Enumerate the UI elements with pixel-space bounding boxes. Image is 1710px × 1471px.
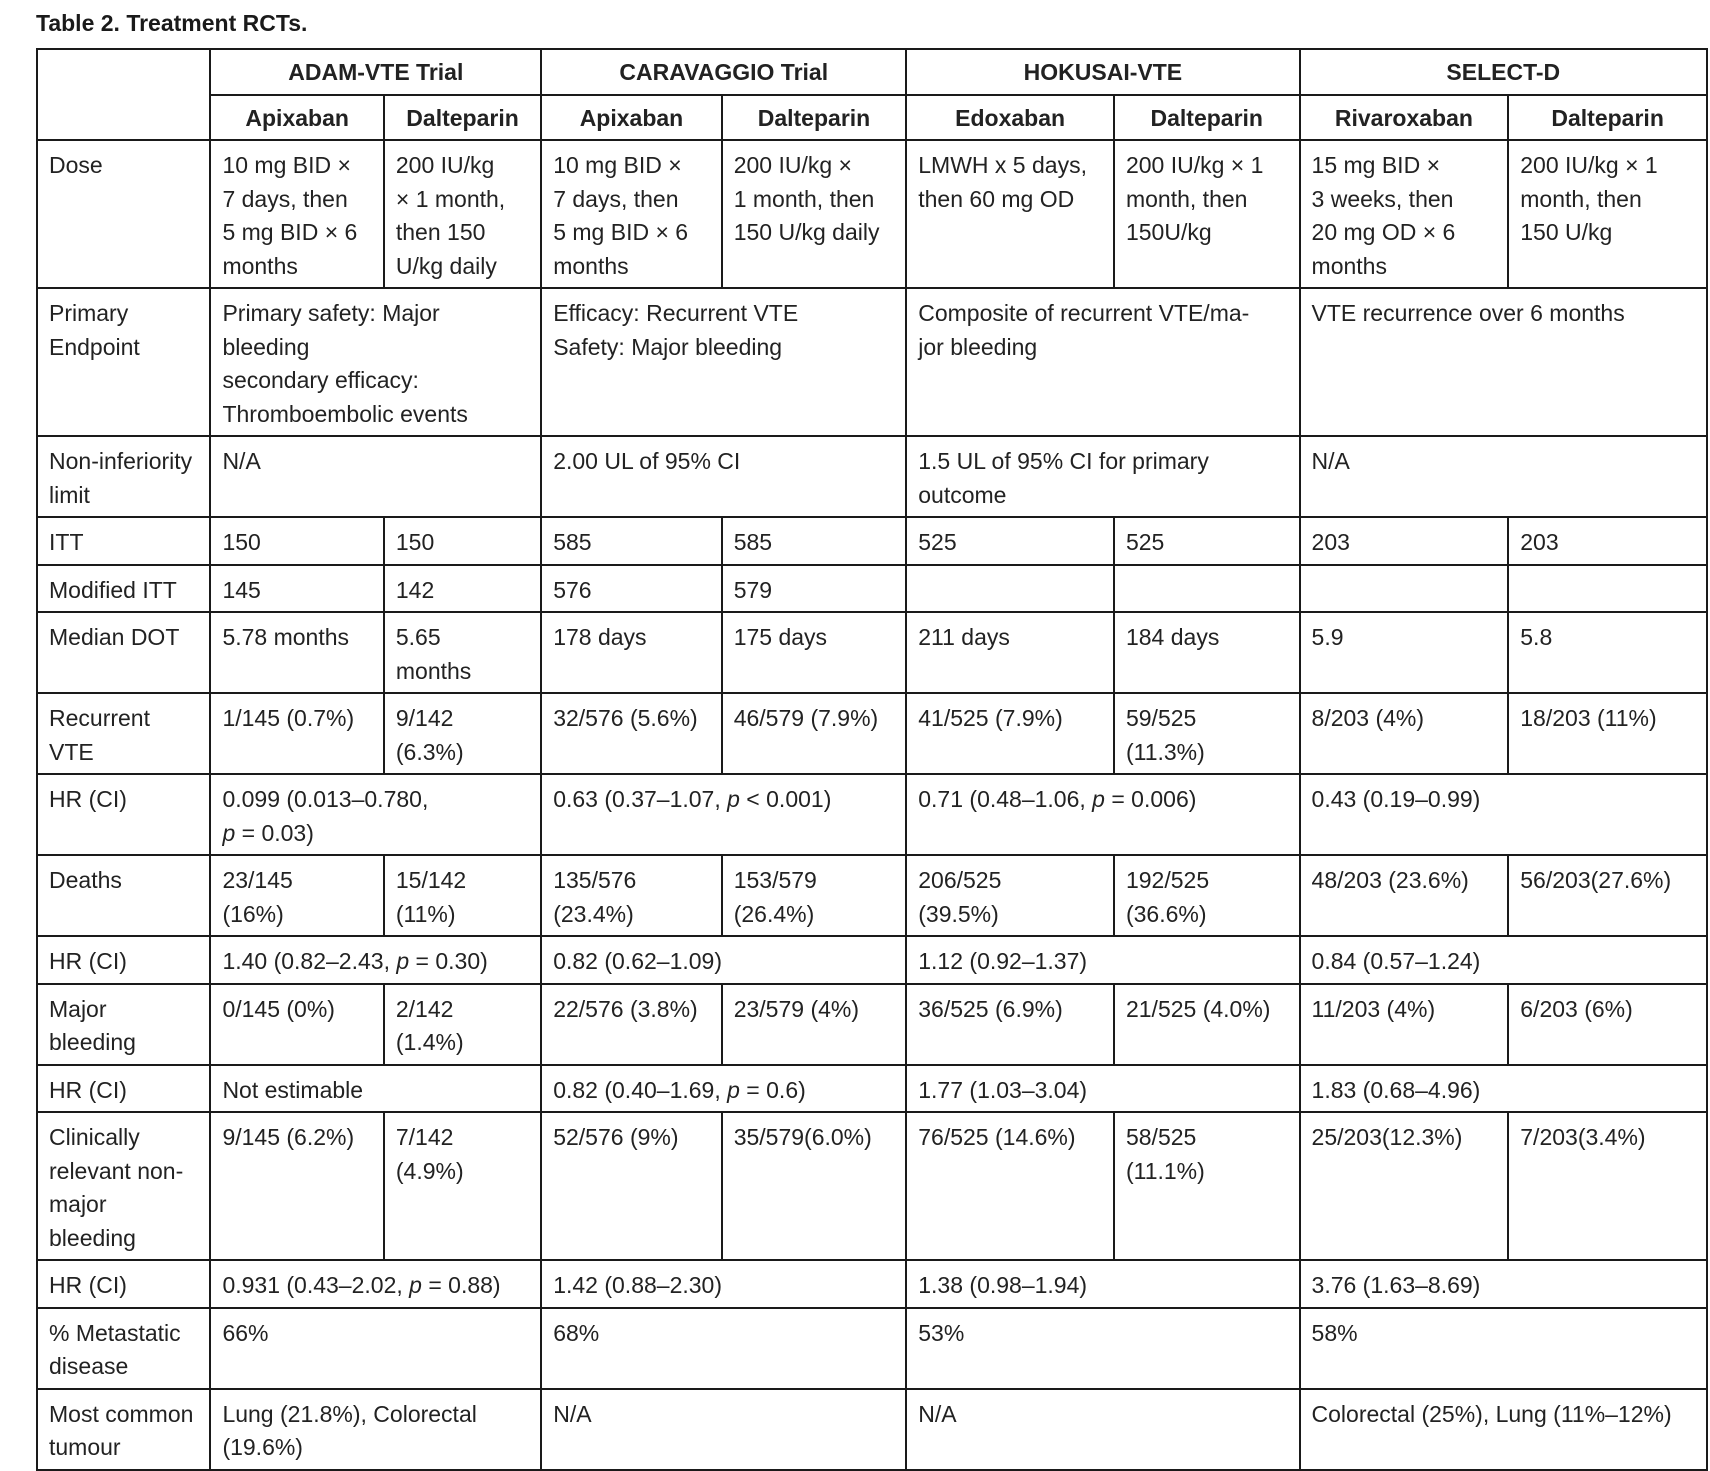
hr-value: 1.83 (0.68–4.96) [1311,1076,1481,1103]
arm-header: Apixaban [541,95,722,141]
arm-header: Edoxaban [906,95,1114,141]
trial-header-row [37,49,1707,95]
arm-header: Dalteparin [1114,95,1300,141]
table-cell: 6/203 (6%) [1508,984,1707,1065]
p-symbol: p [727,1076,740,1103]
hr-value: 1.42 (0.88–2.30) [553,1272,722,1298]
table-cell: 5.65 months [384,612,541,693]
arm-header: Dalteparin [384,95,541,141]
table-row [37,1308,1707,1389]
table-cell: 525 [906,517,1114,565]
row-label: Median DOT [37,612,210,693]
table-cell: 58% [1300,1308,1707,1389]
table-cell: 48/203 (23.6%) [1300,855,1509,936]
table-cell: Lung (21.8%), Colorectal (19.6%) [210,1389,541,1470]
hr-value: 1.12 (0.92–1.37) [918,948,1088,974]
row-label: Modified ITT [37,565,210,613]
table-cell: 178 days [541,612,722,693]
table-row [37,517,1707,565]
table-cell [1300,1065,1707,1113]
p-value: = 0.6) [739,1076,806,1103]
row-label: ITT [37,517,210,565]
table-row [37,565,1707,613]
table-row [37,1065,1707,1113]
table-cell: Efficacy: Recurrent VTE Safety: Major bleeding [541,288,906,436]
table-cell: 2/142 (1.4%) [384,984,541,1065]
table-cell [906,1260,1299,1308]
table-row [37,984,1707,1065]
p-symbol: p [396,948,410,974]
treatment-rct-table [36,48,1708,1471]
table-cell: 5.9 [1300,612,1509,693]
p-value: = 0.03) [235,819,314,846]
table-cell: 68% [541,1308,906,1389]
table-row [37,855,1707,936]
table-cell: 9/145 (6.2%) [210,1112,383,1260]
table-cell: N/A [210,436,541,517]
p-value: = 0.30) [409,948,488,974]
table-cell: 5.78 months [210,612,383,693]
table-cell: 25/203(12.3%) [1300,1112,1509,1260]
table-cell: 58/525 (11.1%) [1114,1112,1300,1260]
table-cell [210,1260,541,1308]
table-cell [541,1260,906,1308]
table-cell: 41/525 (7.9%) [906,693,1114,774]
table-row [37,1112,1707,1260]
table-cell: Colorectal (25%), Lung (11%–12%) [1300,1389,1707,1470]
table-cell: 35/579(6.0%) [722,1112,907,1260]
table-cell: 23/579 (4%) [722,984,907,1065]
table-cell: 585 [541,517,722,565]
row-label: Non-inferiority limit [37,436,210,517]
table-cell: 7/203(3.4%) [1508,1112,1707,1260]
table-row [37,1389,1707,1470]
hr-value: 1.38 (0.98–1.94) [918,1272,1088,1298]
table-cell: 2.00 UL of 95% CI [541,436,906,517]
table-cell: 1.5 UL of 95% CI for primary outcome [906,436,1299,517]
arm-header: Dalteparin [722,95,907,141]
table-cell: 200 IU/kg × 1 month, then 150 U/kg daily [384,140,541,288]
table-cell: 211 days [906,612,1114,693]
table-cell: 59/525 (11.3%) [1114,693,1300,774]
table-cell: 10 mg BID × 7 days, then 5 mg BID × 6 months [210,140,383,288]
row-label: HR (CI) [37,936,210,984]
table-cell [906,1065,1299,1113]
table-row [37,612,1707,693]
table-cell [1508,565,1707,613]
table-cell: 66% [210,1308,541,1389]
table-row [37,1260,1707,1308]
table-cell: 8/203 (4%) [1300,693,1509,774]
hr-value: 1.77 (1.03–3.04) [918,1076,1088,1103]
table-cell: 10 mg BID × 7 days, then 5 mg BID × 6 months [541,140,722,288]
table-cell [541,1065,906,1113]
p-symbol: p [1092,786,1105,812]
p-value: < 0.001) [739,786,832,812]
table-cell [210,774,541,855]
table-cell: 203 [1300,517,1509,565]
table-cell [1300,565,1509,613]
table-cell: N/A [541,1389,906,1470]
hr-value: 1.40 (0.82–2.43, [222,948,397,974]
hr-value: 0.931 (0.43–2.02, [222,1272,410,1298]
table-cell: 15 mg BID × 3 weeks, then 20 mg OD × 6 months [1300,140,1509,288]
table-cell: 525 [1114,517,1300,565]
table-cell: LMWH x 5 days, then 60 mg OD [906,140,1114,288]
hr-value: 0.43 (0.19–0.99) [1311,786,1481,812]
table-cell: 46/579 (7.9%) [722,693,907,774]
table-row [37,288,1707,436]
row-label: Recurrent VTE [37,693,210,774]
table-row [37,140,1707,288]
p-value: = 0.88) [421,1272,501,1298]
table-row [37,774,1707,855]
table-cell: 23/145 (16%) [210,855,383,936]
table-cell: N/A [1300,436,1707,517]
table-cell: 7/142 (4.9%) [384,1112,541,1260]
table-cell: 76/525 (14.6%) [906,1112,1114,1260]
hr-value: 0.63 (0.37–1.07, [553,786,728,812]
table-cell: 579 [722,565,907,613]
table-cell: 150 [384,517,541,565]
arm-header: Apixaban [210,95,383,141]
table-cell: 21/525 (4.0%) [1114,984,1300,1065]
p-symbol: p [727,786,740,812]
table-cell: 0/145 (0%) [210,984,383,1065]
table-cell: 206/525 (39.5%) [906,855,1114,936]
table-cell: 15/142 (11%) [384,855,541,936]
table-cell [1300,774,1707,855]
hr-value: 0.82 (0.40–1.69, [553,1076,728,1103]
table-cell: 203 [1508,517,1707,565]
table-row [37,436,1707,517]
row-label: % Metastatic disease [37,1308,210,1389]
table-cell: N/A [906,1389,1299,1470]
table-cell: 184 days [1114,612,1300,693]
table-cell: 32/576 (5.6%) [541,693,722,774]
table-cell: VTE recurrence over 6 months [1300,288,1707,436]
table-row [37,936,1707,984]
table-cell: 175 days [722,612,907,693]
row-label: Major bleeding [37,984,210,1065]
table-cell [1114,565,1300,613]
trial-header: ADAM-VTE Trial [210,49,541,95]
hr-value: Not estimable [222,1076,364,1103]
table-cell: 585 [722,517,907,565]
table-cell [541,774,906,855]
row-label: HR (CI) [37,774,210,855]
row-label: Most common tumour [37,1389,210,1470]
table-cell [1300,1260,1707,1308]
table-cell [541,936,906,984]
table-cell [906,936,1299,984]
corner-cell [37,49,210,140]
table-cell: 18/203 (11%) [1508,693,1707,774]
table-cell [210,936,541,984]
table-cell [906,774,1299,855]
p-symbol: p [409,1272,422,1298]
arm-header: Dalteparin [1508,95,1707,141]
table-cell: 142 [384,565,541,613]
table-cell: 135/576 (23.4%) [541,855,722,936]
table-cell: 53% [906,1308,1299,1389]
row-label: Clinically relevant non- major bleeding [37,1112,210,1260]
table-cell [1300,936,1707,984]
table-cell: 9/142 (6.3%) [384,693,541,774]
table-cell: 52/576 (9%) [541,1112,722,1260]
table-cell [210,1065,541,1113]
table-cell: 5.8 [1508,612,1707,693]
trial-header: HOKUSAI-VTE [906,49,1299,95]
table-cell: 11/203 (4%) [1300,984,1509,1065]
trial-header: SELECT-D [1300,49,1707,95]
p-symbol: p [222,819,236,846]
table-cell: 1/145 (0.7%) [210,693,383,774]
table-cell [906,565,1114,613]
hr-value: 0.84 (0.57–1.24) [1311,948,1481,974]
table-cell: 200 IU/kg × 1 month, then 150 U/kg daily [722,140,907,288]
table-cell: 200 IU/kg × 1 month, then 150 U/kg [1508,140,1707,288]
arm-header-row [37,95,1707,141]
table-caption: Table 2. Treatment RCTs. [36,10,308,36]
hr-value: 3.76 (1.63–8.69) [1311,1272,1481,1298]
row-label: Dose [37,140,210,288]
hr-value: 0.099 (0.013–0.780, [222,786,429,812]
table-cell: 153/579 (26.4%) [722,855,907,936]
row-label: Deaths [37,855,210,936]
table-cell: 200 IU/kg × 1 month, then 150U/kg [1114,140,1300,288]
table-cell: Primary safety: Major bleeding secondary efficacy: Thromboembolic events [210,288,541,436]
hr-value: 0.71 (0.48–1.06, [918,786,1093,812]
p-value: = 0.006) [1104,786,1197,812]
table-cell: 36/525 (6.9%) [906,984,1114,1065]
table-cell: 576 [541,565,722,613]
arm-header: Rivaroxaban [1300,95,1509,141]
table-cell: 192/525 (36.6%) [1114,855,1300,936]
hr-value: 0.82 (0.62–1.09) [553,948,722,974]
table-cell: 22/576 (3.8%) [541,984,722,1065]
table-cell: Composite of recurrent VTE/ma- jor bleeding [906,288,1299,436]
table-cell: 145 [210,565,383,613]
table-cell: 56/203(27.6%) [1508,855,1707,936]
trial-header: CARAVAGGIO Trial [541,49,906,95]
table-row [37,693,1707,774]
row-label: HR (CI) [37,1065,210,1113]
row-label: HR (CI) [37,1260,210,1308]
table-cell: 150 [210,517,383,565]
row-label: Primary Endpoint [37,288,210,436]
